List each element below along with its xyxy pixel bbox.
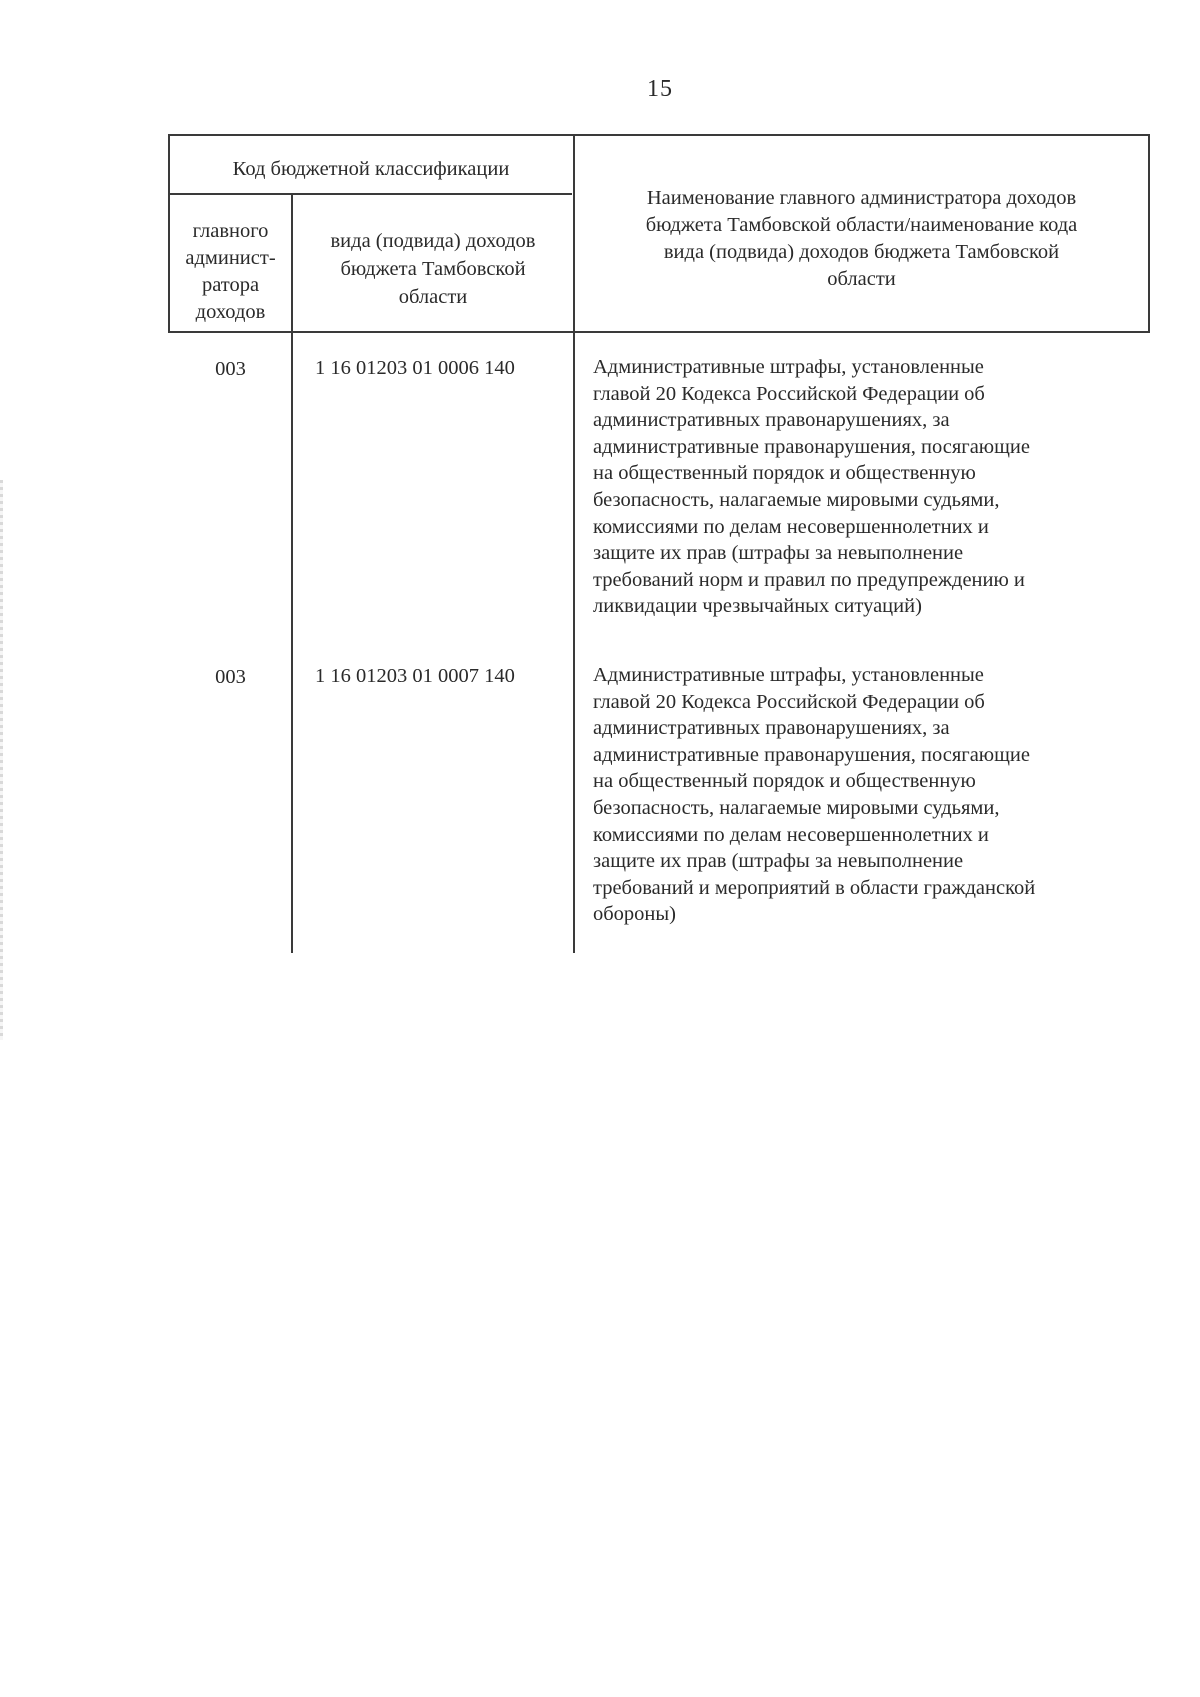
page-number: 15: [647, 76, 673, 102]
header-group-label: Код бюджетной классификации: [232, 158, 510, 180]
table-top-border: [168, 134, 1150, 136]
row-1-description: Административные штрафы, установленные главой 20 Кодекса Российской Федерации об административных правонарушениях, за административные правонарушения, посягающие на общественный порядок и общественную безопасность, налагаемые мировыми судьями, комиссиями по делам несовершеннолетних и защите их прав (штрафы за невыполнение требований норм и правил по предупреждению и ликвидации чрезвычайных ситуаций): [593, 356, 1030, 618]
row-1-admin-code: 003: [215, 358, 246, 380]
header-name-column: Наименование главного администратора доходов бюджета Тамбовской области/наименование кода вида (подвида) доходов бюджета Тамбовской области: [645, 187, 1078, 290]
row-1-budget-code: 1 16 01203 01 0006 140: [315, 357, 515, 379]
row-2-budget-code: 1 16 01203 01 0007 140: [315, 665, 515, 687]
header-bottom-border: [168, 331, 1150, 333]
header-code-column: вида (подвида) доходов бюджета Тамбовской области: [330, 230, 536, 308]
row-2-admin-code: 003: [215, 666, 246, 688]
header-admin-column: главного админист- ратора доходов: [185, 220, 276, 323]
table-right-border: [1148, 134, 1150, 332]
group-label-divider: [168, 193, 572, 195]
row-2-description: Административные штрафы, установленные главой 20 Кодекса Российской Федерации об административных правонарушениях, за административные правонарушения, посягающие на общественный порядок и общественную безопасность, налагаемые мировыми судьями, комиссиями по делам несовершеннолетних и защите их прав (штрафы за невыполнение требований и мероприятий в области гражданской обороны): [593, 664, 1036, 926]
scan-edge-artifact: [0, 480, 3, 1040]
